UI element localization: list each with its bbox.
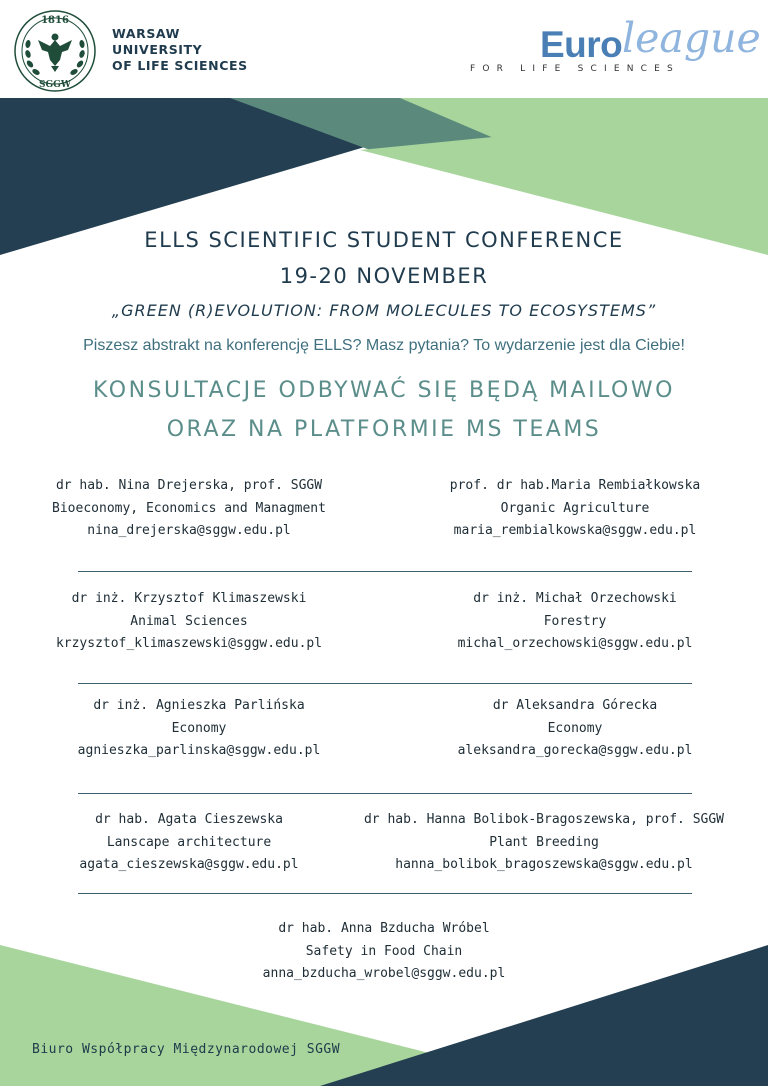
- contact-email[interactable]: aleksandra_gorecka@sggw.edu.pl: [457, 743, 693, 758]
- divider: [78, 571, 692, 572]
- contact-field: Organic Agriculture: [500, 500, 650, 516]
- contact-field: Animal Sciences: [130, 613, 248, 629]
- conference-dates: 19-20 NOVEMBER: [279, 264, 489, 288]
- university-name-line: OF LIFE SCIENCES: [112, 58, 248, 73]
- euroleague-tagline: FOR LIFE SCIENCES: [470, 64, 680, 74]
- conference-title: ELLS SCIENTIFIC STUDENT CONFERENCE: [144, 228, 624, 252]
- footer-office-name: Biuro Współpracy Międzynarodowej SGGW: [32, 1042, 341, 1057]
- contact-card: [420, 588, 730, 656]
- divider: [78, 893, 692, 894]
- contact-card: [30, 475, 348, 543]
- contact-email[interactable]: krzysztof_klimaszewski@sggw.edu.pl: [55, 636, 323, 651]
- event-subtitle: Piszesz abstrakt na konferencję ELLS? Masz pytania? To wydarzenie jest dla Ciebie!: [83, 337, 685, 354]
- divider: [78, 793, 692, 794]
- contact-name: dr inż. Agnieszka Parlińska: [93, 698, 305, 713]
- contact-email[interactable]: maria_rembialkowska@sggw.edu.pl: [453, 523, 697, 538]
- contact-card: [346, 809, 742, 877]
- contact-name: dr inż. Michał Orzechowski: [473, 591, 677, 606]
- divider: [78, 683, 692, 684]
- conference-theme: „GREEN (R)EVOLUTION: FROM MOLECULES TO ECOSYSTEMS”: [111, 301, 657, 320]
- contact-email[interactable]: agnieszka_parlinska@sggw.edu.pl: [77, 743, 321, 758]
- contact-email[interactable]: agata_cieszewska@sggw.edu.pl: [79, 857, 299, 872]
- contact-field: Forestry: [543, 613, 607, 629]
- euroleague-logo: [470, 12, 760, 82]
- contact-email[interactable]: nina_drejerska@sggw.edu.pl: [87, 523, 291, 538]
- contact-field: Economy: [547, 720, 603, 736]
- contact-card: [420, 475, 730, 543]
- contact-name: dr inż. Krzysztof Klimaszewski: [71, 591, 307, 606]
- contact-name: dr hab. Nina Drejerska, prof. SGGW: [55, 478, 323, 493]
- seal-year: 1816: [41, 15, 69, 26]
- contact-card: [30, 809, 348, 877]
- contact-card: [30, 588, 348, 656]
- university-name-line: UNIVERSITY: [112, 42, 203, 57]
- contact-field: Bioeconomy, Economics and Managment: [52, 500, 326, 516]
- contact-card: [30, 695, 368, 763]
- contact-field: Plant Breeding: [489, 834, 599, 850]
- contact-card: [420, 695, 730, 763]
- euro-word: Euro: [540, 24, 623, 65]
- contact-name: dr Aleksandra Górecka: [492, 698, 658, 713]
- league-word: league: [622, 14, 761, 62]
- university-name-line: WARSAW: [112, 26, 181, 41]
- contact-field: Economy: [171, 720, 227, 736]
- university-name: [112, 26, 248, 74]
- consultation-heading-line1: KONSULTACJE ODBYWAĆ SIĘ BĘDĄ MAILOWO: [93, 378, 675, 403]
- contact-name: dr hab. Anna Bzducha Wróbel: [278, 921, 490, 936]
- contact-email[interactable]: anna_bzducha_wrobel@sggw.edu.pl: [262, 966, 506, 981]
- contact-field: Safety in Food Chain: [305, 943, 463, 959]
- contact-email[interactable]: michal_orzechowski@sggw.edu.pl: [457, 636, 693, 651]
- contact-name: dr hab. Agata Cieszewska: [95, 812, 283, 827]
- contact-name: dr hab. Hanna Bolibok-Bragoszewska, prof. SGGW: [363, 812, 725, 827]
- consultation-heading-line2: ORAZ NA PLATFORMIE MS TEAMS: [166, 417, 602, 442]
- contact-name: prof. dr hab.Maria Rembiałkowska: [449, 478, 701, 493]
- contact-field: Lanscape architecture: [106, 834, 272, 850]
- contact-card: [184, 918, 584, 986]
- seal-acronym: SGGW: [39, 80, 71, 90]
- sggw-seal-logo: [14, 10, 96, 92]
- contact-email[interactable]: hanna_bolibok_bragoszewska@sggw.edu.pl: [395, 857, 693, 872]
